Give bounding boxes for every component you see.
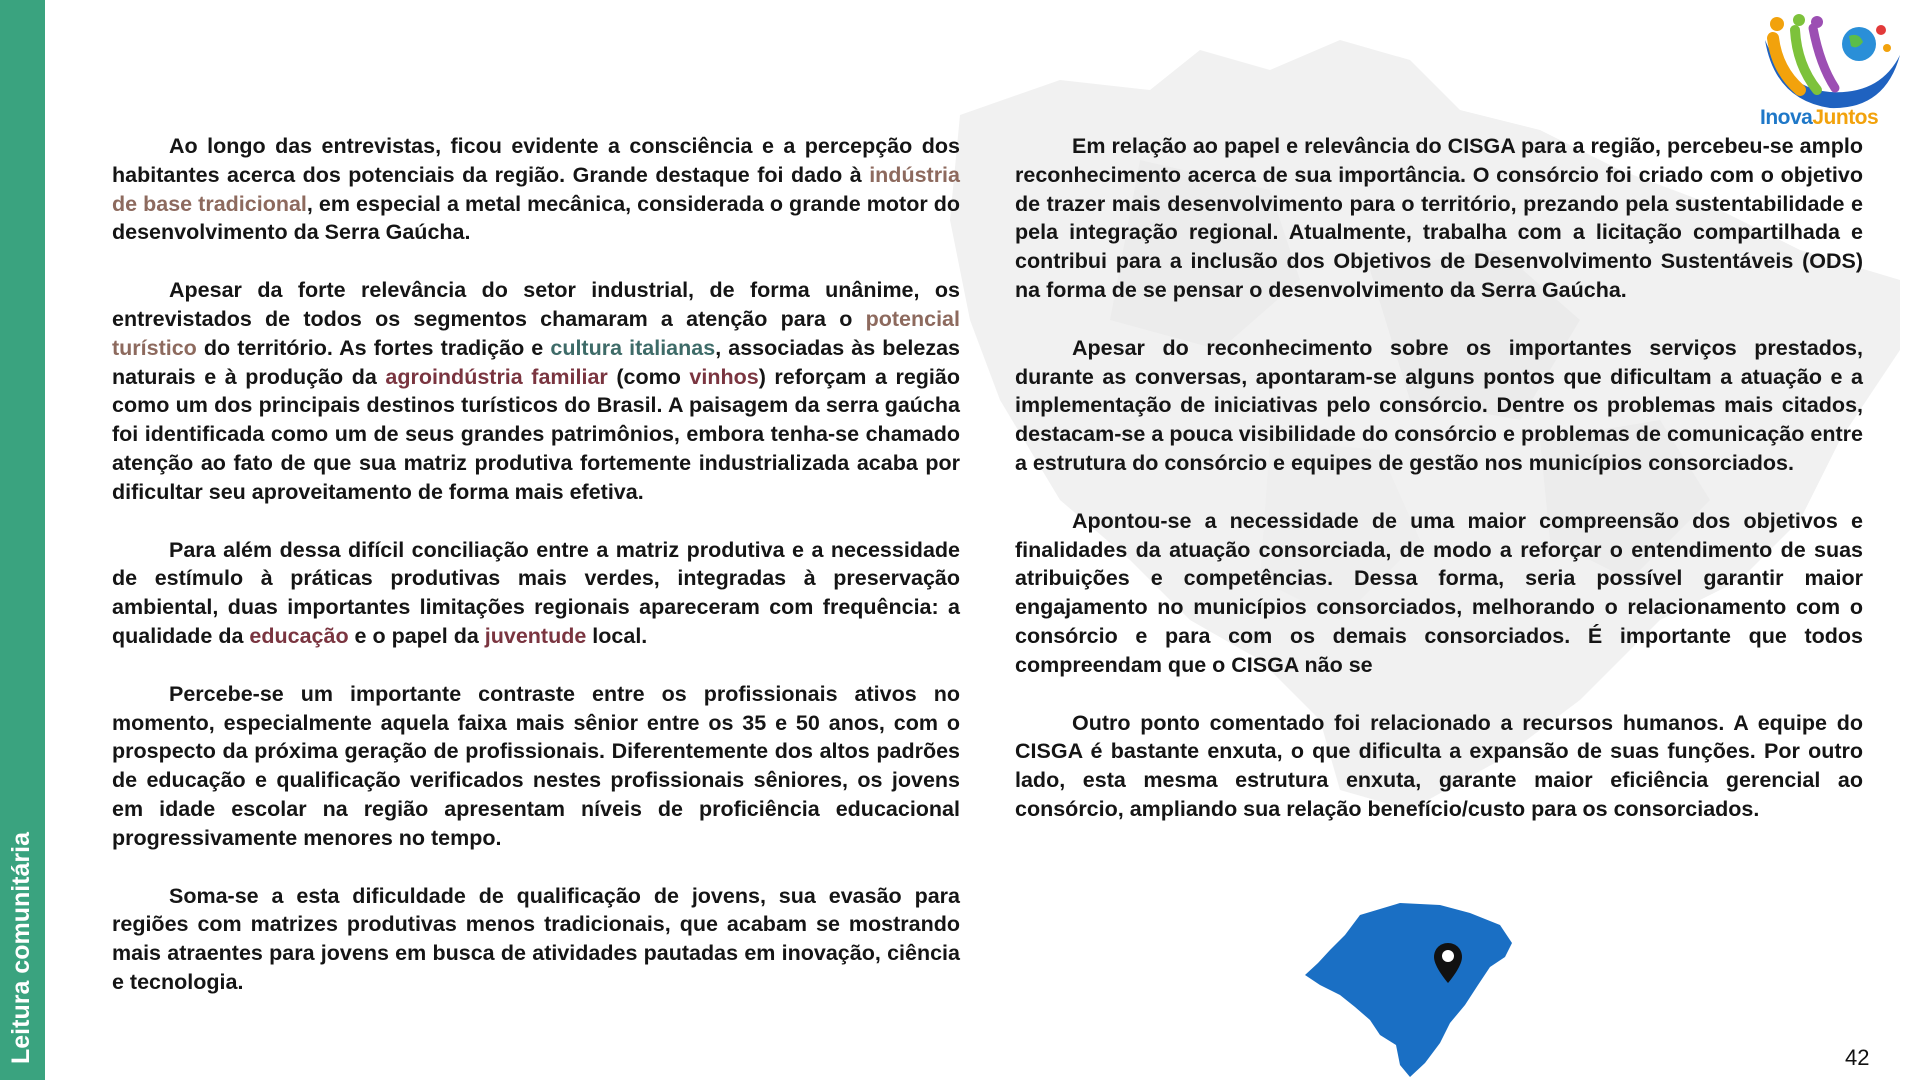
paragraph-potentials: Ao longo das entrevistas, ficou evidente a consciência e a percepção dos habitantes acerca dos potenciais da região. Grande destaque foi dado à indústria de base tradicional, em especial a metal mecânica, considerada o grande motor do desenvolvimento da Serra Gaúcha. [112, 134, 960, 245]
sidebar-section-label: Leitura comunitária [7, 832, 35, 1064]
left-text-column [112, 132, 960, 1026]
rio-grande-do-sul-map [1300, 895, 1520, 1080]
highlight-youth: juventude [484, 623, 587, 648]
highlight-education: educação [249, 623, 349, 648]
right-text-column [1015, 132, 1863, 853]
logo-wordmark: InovaJuntos [1760, 106, 1879, 129]
highlight-traditional-industry: indústria de base tradicional [112, 162, 960, 216]
paragraph-cisga-difficulties: Apesar do reconhecimento sobre os importantes serviços prestados, durante as conversas, apontaram-se alguns pontos que dificultam a atuação e a implementação de iniciativas pelo consórcio. Dentre os problemas mais citados, destacam-se a pouca visibilidade do consórcio e problemas de comunicação entre a estrutura do consórcio e equipes de gestão nos municípios consorciados. [1015, 335, 1863, 475]
paragraph-cisga-understanding: Apontou-se a necessidade de uma maior compreensão dos objetivos e finalidades da atuação consorciada, de modo a reforçar o entendimento de suas atribuições e competências. Dessa forma, seria possível garantir maior engajamento no municípios consorciados, melhorando o relacionamento com o consórcio e para com os demais consorciados. É importante que todos compreendam que o CISGA não se [1015, 508, 1863, 677]
highlight-family-agroindustry: agroindústria familiar [385, 364, 608, 389]
paragraph-professionals-contrast: Percebe-se um importante contraste entre os profissionais ativos no momento, especialmente aquela faixa mais sênior entre os 35 e 50 anos, com o prospecto da próxima geração de profissionais. Diferentemente dos altos padrões de educação e qualificação verificados nestes profissionais sêniores, os jovens em idade escolar na região apresentam níveis de proficiência educacional progressivamente menores no tempo. [112, 681, 960, 850]
paragraph-tourism: Apesar da forte relevância do setor industrial, de forma unânime, os entrevistados de todos os segmentos chamaram a atenção para o potencial turístico do território. As fortes tradição e cultura italianas, associadas às belezas naturais e à produção da agroindústria familiar (como vinhos) reforçam a região como um dos principais destinos turísticos do Brasil. A paisagem da serra gaúcha foi identificada como um de seus grandes patrimônios, embora tenha-se chamado atenção ao fato de que sua matriz produtiva fortemente industrializada acaba por dificultar seu aproveitamento de forma mais efetiva. [112, 278, 960, 504]
highlight-tourism-potential: potencial turístico [112, 306, 960, 360]
paragraph-youth-evasion: Soma-se a esta dificuldade de qualificação de jovens, sua evasão para regiões com matrizes produtivas menos tradicionais, que acabam se mostrando mais atraentes para jovens em busca de atividades pautadas em inovação, ciência e tecnologia. [112, 883, 960, 994]
paragraph-human-resources: Outro ponto comentado foi relacionado a recursos humanos. A equipe do CISGA é bastante enxuta, o que dificulta a expansão de suas funções. Por outro lado, esta mesma estrutura enxuta, garante maior eficiência gerencial ao consórcio, ampliando sua relação benefício/custo para os consorciados. [1015, 710, 1863, 821]
highlight-italian-culture: cultura italianas [550, 335, 716, 360]
paragraph-limitations: Para além dessa difícil conciliação entre a matriz produtiva e a necessidade de estímulo à práticas produtivas mais verdes, integradas à preservação ambiental, duas importantes limitações regionais apareceram com frequência: a qualidade da educação e o papel da juventude local. [112, 537, 960, 648]
highlight-wines: vinhos [689, 364, 759, 389]
page-number: 42 [1845, 1045, 1870, 1070]
paragraph-cisga-role: Em relação ao papel e relevância do CISGA para a região, percebeu-se amplo reconhecimento acerca de sua importância. O consórcio foi criado com o objetivo de trazer mais desenvolvimento para o território, prezando pela sustentabilidade e pela integração regional. Atualmente, trabalha com a licitação compartilhada e contribui para a inclusão dos Objetivos de Desenvolvimento Sustentáveis (ODS) na forma de se pensar o desenvolvimento da Serra Gaúcha. [1015, 134, 1863, 302]
